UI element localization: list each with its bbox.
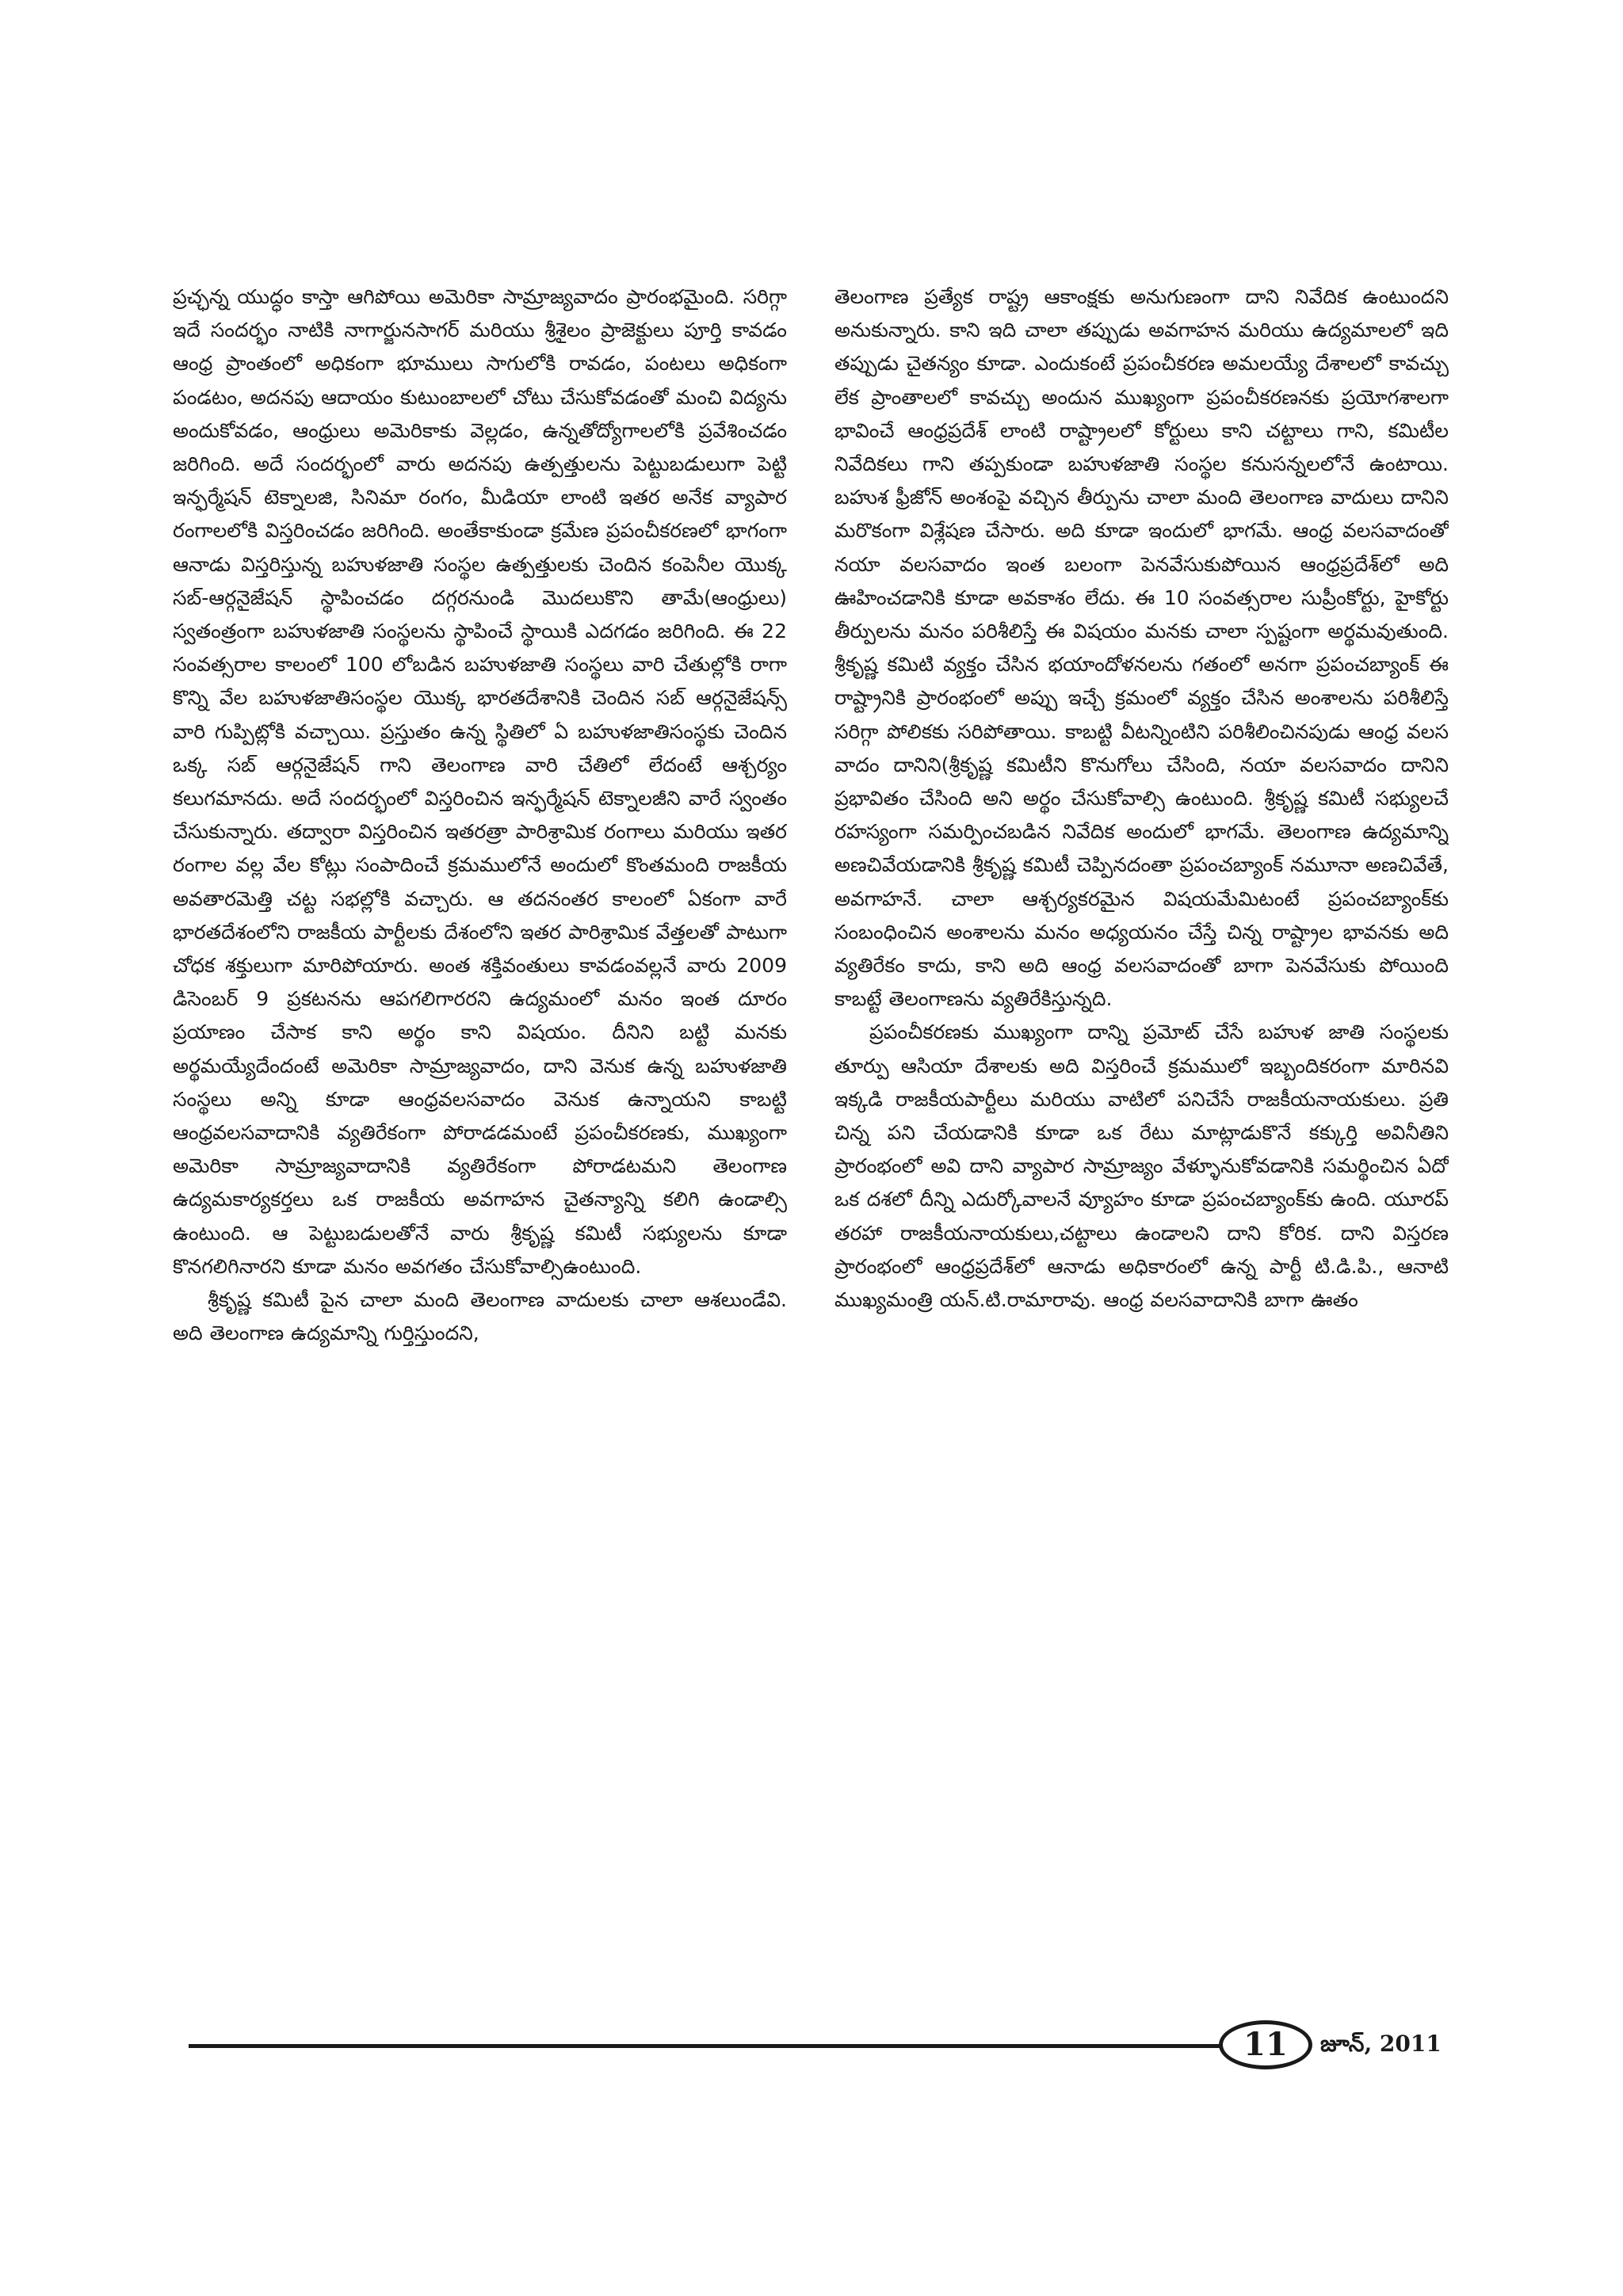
article-body	[173, 280, 1449, 1989]
left-column-paragraph-2: శ్రీకృష్ణ కమిటీ పైన చాలా మంది తెలంగాణ వాదులకు చాలా ఆశలుండేవి. అది తెలంగాణ ఉద్యమాన్ని గుర్తిస్తుందని,	[173, 1288, 787, 1345]
right-column-paragraph-2: ప్రపంచీకరణకు ముఖ్యంగా దాన్ని ప్రమోట్ చేసే బహుళ జాతి సంస్థలకు తూర్పు ఆసియా దేశాలకు అది విస్తరించే క్రమములో ఇబ్బందికరంగా మారినవి ఇక్కడి రాజకీయపార్టీలు మరియు వాటిలో పనిచేసే రాజకీయనాయకులు. ప్రతి చిన్న పని చేయడానికి కూడా ఒక రేటు మాట్లాడుకొనే కక్కుర్తి అవినీతిని ప్రారంభంలో అవి దాని వ్యాపార సామ్రాజ్యం వేళ్ళూనుకోవడానికి సమర్థించిన ఏదో ఒక దశలో దీన్ని ఎదుర్కోవాలనే వ్యూహం కూడా ప్రపంచబ్యాంక్‌కు ఉంది. యూరప్ తరహా రాజకీయనాయకులు,చట్టాలు ఉండాలని దాని కోరిక. దాని విస్తరణ ప్రారంభంలో ఆంధ్రప్రదేశ్‌లో ఆనాడు అధికారంలో ఉన్న పార్టీ టి.డి.పి., ఆనాటి ముఖ్యమంత్రి యన్.టి.రామారావు. ఆంధ్ర వలసవాదానికి బాగా ఊతం	[834, 1020, 1449, 1312]
issue-date: జూన్, 2011	[1320, 2031, 1442, 2057]
left-column	[173, 280, 787, 1989]
footer-rule	[189, 2044, 1220, 2048]
page-number: 11	[1243, 2026, 1288, 2063]
right-column	[834, 280, 1449, 1989]
page-number-oval	[1219, 2020, 1312, 2069]
right-column-paragraph-1: తెలంగాణ ప్రత్యేక రాష్ట్ర ఆకాంక్షకు అనుగుణంగా దాని నివేదిక ఉంటుందని అనుకున్నారు. కాని ఇది చాలా తప్పుడు అవగాహన మరియు ఉద్యమాలలో ఇది తప్పుడు చైతన్యం కూడా. ఎందుకంటే ప్రపంచీకరణ అమలయ్యే దేశాలలో కావచ్చు లేక ప్రాంతాలలో కావచ్చు అందున ముఖ్యంగా ప్రపంచీకరణనకు ప్రయోగశాలగా భావించే ఆంధ్రప్రదేశ్ లాంటి రాష్ట్రాలలో కోర్టులు కాని చట్టాలు గాని, కమిటీల నివేదికలు గాని తప్పకుండా బహుళజాతి సంస్థల కనుసన్నలలోనే ఉంటాయి. బహుశ ఫ్రీజోన్ అంశంపై వచ్చిన తీర్పును చాలా మంది తెలంగాణ వాదులు దానిని మరొకంగా విశ్లేషణ చేసారు. అది కూడా ఇందులో భాగమే. ఆంధ్ర వలసవాదంతో నయా వలసవాదం ఇంత బలంగా పెనవేసుకుపోయిన ఆంధ్రప్రదేశ్‌లో అది ఊహించడానికి కూడా అవకాశం లేదు. ఈ 10 సంవత్సరాల సుప్రీంకోర్టు, హైకోర్టు తీర్పులను మనం పరిశీలిస్తే ఈ విషయం మనకు చాలా స్పష్టంగా అర్థమవుతుంది. శ్రీకృష్ణ కమిటి వ్యక్తం చేసిన భయాందోళనలను గతంలో అనగా ప్రపంచబ్యాంక్ ఈ రాష్ట్రానికి ప్రారంభంలో అప్పు ఇచ్చే క్రమంలో వ్యక్తం చేసిన అంశాలను పరిశీలిస్తే సరిగ్గా పోలికకు సరిపోతాయి. కాబట్టి వీటన్నింటిని పరిశీలించినపుడు ఆంధ్ర వలస వాదం దానిని(శ్రీకృష్ణ కమిటీని కొనుగోలు చేసింది, నయా వలసవాదం దానిని ప్రభావితం చేసింది అని అర్థం చేసుకోవాల్సి ఉంటుంది. శ్రీకృష్ణ కమిటీ సభ్యులచే రహస్యంగా సమర్పించబడిన నివేదిక అందులో భాగమే. తెలంగాణ ఉద్యమాన్ని అణచివేయడానికి శ్రీకృష్ణ కమిటీ చెప్పినదంతా ప్రపంచబ్యాంక్ నమూనా అణచివేతే, అవగాహనే. చాలా ఆశ్చర్యకరమైన విషయమేమిటంటే ప్రపంచబ్యాంక్‌కు సంబంధించిన అంశాలను మనం అధ్యయనం చేస్తే చిన్న రాష్ట్రాల భావనకు అది వ్యతిరేకం కాదు, కాని అది ఆంధ్ర వలసవాదంతో బాగా పెనవేసుకు పోయింది కాబట్టే తెలంగాణను వ్యతిరేకిస్తున్నది.	[834, 285, 1449, 1011]
left-column-paragraph-1: ప్రచ్ఛన్న యుద్ధం కాస్తా ఆగిపోయి అమెరికా సామ్రాజ్యవాదం ప్రారంభమైంది. సరిగ్గా ఇదే సందర్భం నాటికి నాగార్జునసాగర్ మరియు శ్రీశైలం ప్రాజెక్టులు పూర్తి కావడం ఆంధ్ర ప్రాంతంలో అధికంగా భూములు సాగులోకి రావడం, పంటలు అధికంగా పండటం, అదనపు ఆదాయం కుటుంబాలలో చోటు చేసుకోవడంతో మంచి విద్యను అందుకోవడం, ఆంధ్రులు అమెరికాకు వెల్లడం, ఉన్నతోద్యోగాలలోకి ప్రవేశించడం జరిగింది. అదే సందర్భంలో వారు అదనపు ఉత్పత్తులను పెట్టుబడులుగా పెట్టి ఇన్ఫర్మేషన్ టెక్నాలజి, సినిమా రంగం, మీడియా లాంటి ఇతర అనేక వ్యాపార రంగాలలోకి విస్తరించడం జరిగింది. అంతేకాకుండా క్రమేణ ప్రపంచీకరణలో భాగంగా ఆనాడు విస్తరిస్తున్న బహుళజాతి సంస్థల ఉత్పత్తులకు చెందిన కంపెనీల యొక్క సబ్-ఆర్గనైజేషన్ స్థాపించడం దగ్గరనుండి మొదలుకొని తామే(ఆంధ్రులు) స్వతంత్రంగా బహుళజాతి సంస్థలను స్థాపించే స్థాయికి ఎదగడం జరిగింది. ఈ 22 సంవత్సరాల కాలంలో 100 లోబడిన బహుళజాతి సంస్థలు వారి చేతుల్లోకి రాగా కొన్ని వేల బహుళజాతిసంస్థల యొక్క భారతదేశానికి చెందిన సబ్ ఆర్గనైజేషన్స్ వారి గుప్పిట్లోకి వచ్చాయి. ప్రస్తుతం ఉన్న స్థితిలో ఏ బహుళజాతిసంస్థకు చెందిన ఒక్క సబ్ ఆర్గనైజేషన్ గాని తెలంగాణ వారి చేతిలో లేదంటే ఆశ్చర్యం కలుగమానదు. అదే సందర్భంలో విస్తరించిన ఇన్ఫర్మేషన్ టెక్నాలజీని వారే స్వంతం చేసుకున్నారు. తద్వారా విస్తరించిన ఇతరత్రా పారిశ్రామిక రంగాలు మరియు ఇతర రంగాల వల్ల వేల కోట్లు సంపాదించే క్రమములోనే అందులో కొంతమంది రాజకీయ అవతారమెత్తి చట్ట సభల్లోకి వచ్చారు. ఆ తదనంతర కాలంలో ఏకంగా వారే భారతదేశంలోని రాజకీయ పార్టీలకు దేశంలోని ఇతర పారిశ్రామిక వేత్తలతో పాటుగా చోధక శక్తులుగా మారిపోయారు. అంత శక్తివంతులు కావడంవల్లనే వారు 2009 డిసెంబర్ 9 ప్రకటనను ఆపగలిగారరని ఉద్యమంలో మనం ఇంత దూరం ప్రయాణం చేసాక కాని అర్థం కాని విషయం. దీనిని బట్టి మనకు అర్థమయ్యేదేందంటే అమెరికా సామ్రాజ్యవాదం, దాని వెనుక ఉన్న బహుళజాతి సంస్థలు అన్ని కూడా ఆంధ్రవలసవాదం వెనుక ఉన్నాయని కాబట్టి ఆంధ్రవలసవాదానికి వ్యతిరేకంగా పోరాడడమంటే ప్రపంచీకరణకు, ముఖ్యంగా అమెరికా సామ్రాజ్యవాదానికి వ్యతిరేకంగా పోరాడటమని తెలంగాణ ఉద్యమకార్యకర్తలు ఒక రాజకీయ అవగాహన చైతన్యాన్ని కలిగి ఉండాల్సి ఉంటుంది. ఆ పెట్టుబడులతోనే వారు శ్రీకృష్ణ కమిటీ సభ్యులను కూడా కొనగలిగినారని కూడా మనం అవగతం చేసుకోవాల్సిఉంటుంది.	[173, 285, 787, 1278]
